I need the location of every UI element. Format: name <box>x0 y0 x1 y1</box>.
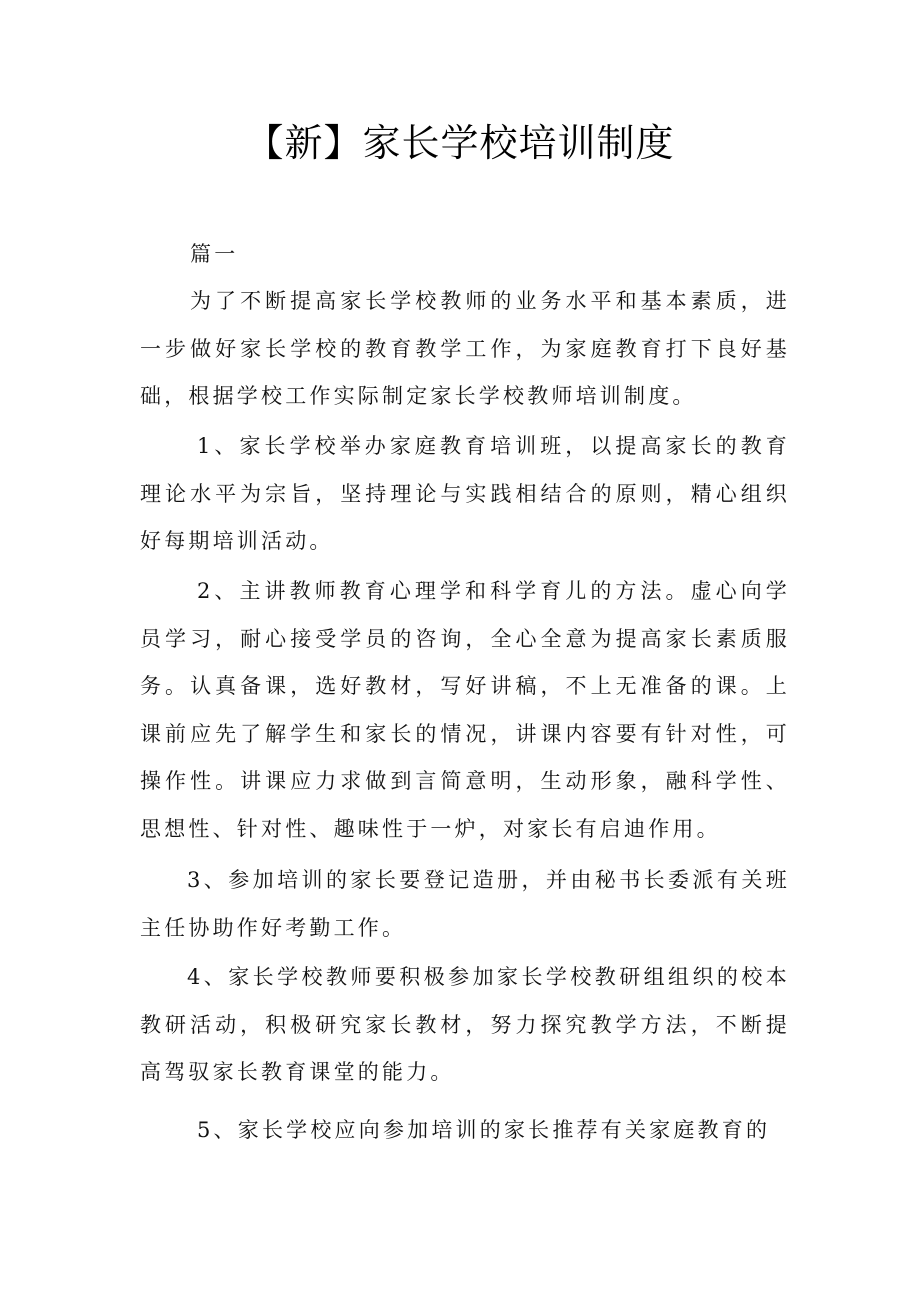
rule-paragraph-2: 2、主讲教师教育心理学和科学育儿的方法。虚心向学员学习，耐心接受学员的咨询，全心全意为提高家长素质服务。认真备课，选好教材，写好讲稿，不上无准备的课。上课前应先了解学生和家长的情况，讲课内容要有针对性，可操作性。讲课应力求做到言简意明，生动形象，融科学性、思想性、针对性、趣味性于一炉，对家长有启迪作用。 <box>140 579 790 841</box>
section-label: 篇一 <box>190 242 239 266</box>
rule-paragraph-5: 5、家长学校应向参加培训的家长推荐有关家庭教育的 <box>197 1118 771 1142</box>
document-title: 【新】家长学校培训制度 <box>245 121 675 165</box>
rule-paragraph-3: 3、参加培训的家长要登记造册，并由秘书长委派有关班主任协助作好考勤工作。 <box>140 868 790 940</box>
rule-paragraph-4: 4、家长学校教师要积极参加家长学校教研组组织的校本教研活动，积极研究家长教材，努力探究教学方法，不断提高驾驭家长教育课堂的能力。 <box>140 965 790 1084</box>
rule-paragraph-1: 1、家长学校举办家庭教育培训班，以提高家长的教育理论水平为宗旨，坚持理论与实践相结合的原则，精心组织好每期培训活动。 <box>140 434 790 553</box>
intro-paragraph: 为了不断提高家长学校教师的业务水平和基本素质，进一步做好家长学校的教育教学工作，为家庭教育打下良好基础，根据学校工作实际制定家长学校教师培训制度。 <box>140 289 790 408</box>
